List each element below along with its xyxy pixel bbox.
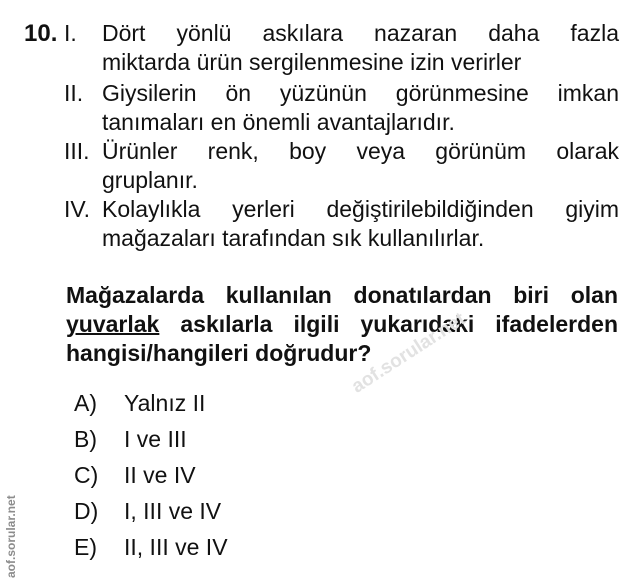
option-letter: E) xyxy=(74,534,97,560)
stem-line-1: Mağazalarda kullanılan donatılardan biri olan xyxy=(66,282,618,308)
option-b[interactable] xyxy=(74,425,187,453)
diagonal-watermark: aof.sorular.net xyxy=(348,308,470,398)
option-text: I ve III xyxy=(124,426,187,452)
stem-underlined-word: yuvarlak xyxy=(66,311,160,337)
statement-line: miktarda ürün sergilenmesine izin verirler xyxy=(102,49,522,75)
statement-1 xyxy=(64,19,619,77)
statement-line: tanımaları en önemli avantajlarıdır. xyxy=(102,109,455,135)
option-text: II, III ve IV xyxy=(124,534,228,560)
option-c[interactable] xyxy=(74,461,196,489)
question-number: 10. xyxy=(24,20,58,47)
statement-line: gruplanır. xyxy=(102,167,198,193)
statement-roman: IV. xyxy=(64,196,91,222)
option-text: Yalnız II xyxy=(124,390,206,416)
option-letter: C) xyxy=(74,462,99,488)
statement-roman: II. xyxy=(64,80,84,106)
option-text: II ve IV xyxy=(124,462,196,488)
statement-line: Kolaylıkla yerleri değiştirilebildiğinden giyim xyxy=(102,196,619,222)
statement-line: mağazaları tarafından sık kullanılırlar. xyxy=(102,225,485,251)
stem-line-2 xyxy=(66,310,618,339)
question-stem xyxy=(66,281,618,368)
option-e[interactable] xyxy=(74,533,228,561)
stem-line-3: hangisi/hangileri doğrudur? xyxy=(66,340,372,366)
statement-line: Giysilerin ön yüzünün görünmesine imkan xyxy=(102,80,619,106)
statement-4 xyxy=(64,195,619,253)
option-letter: B) xyxy=(74,426,97,452)
statement-line: Dört yönlü askılara nazaran daha fazla xyxy=(102,20,619,46)
statement-roman: I. xyxy=(64,20,77,46)
statement-line: Ürünler renk, boy veya görünüm olarak xyxy=(102,138,619,164)
statement-2 xyxy=(64,79,619,137)
option-letter: D) xyxy=(74,498,99,524)
statement-3 xyxy=(64,137,619,195)
option-a[interactable] xyxy=(74,389,205,417)
option-text: I, III ve IV xyxy=(124,498,222,524)
side-watermark: aof.sorular.net xyxy=(4,495,18,578)
option-letter: A) xyxy=(74,390,97,416)
option-d[interactable] xyxy=(74,497,221,525)
statement-roman: III. xyxy=(64,138,90,164)
stem-line-2-rest: askılarla ilgili yukarıdaki ifadelerden xyxy=(159,311,618,337)
